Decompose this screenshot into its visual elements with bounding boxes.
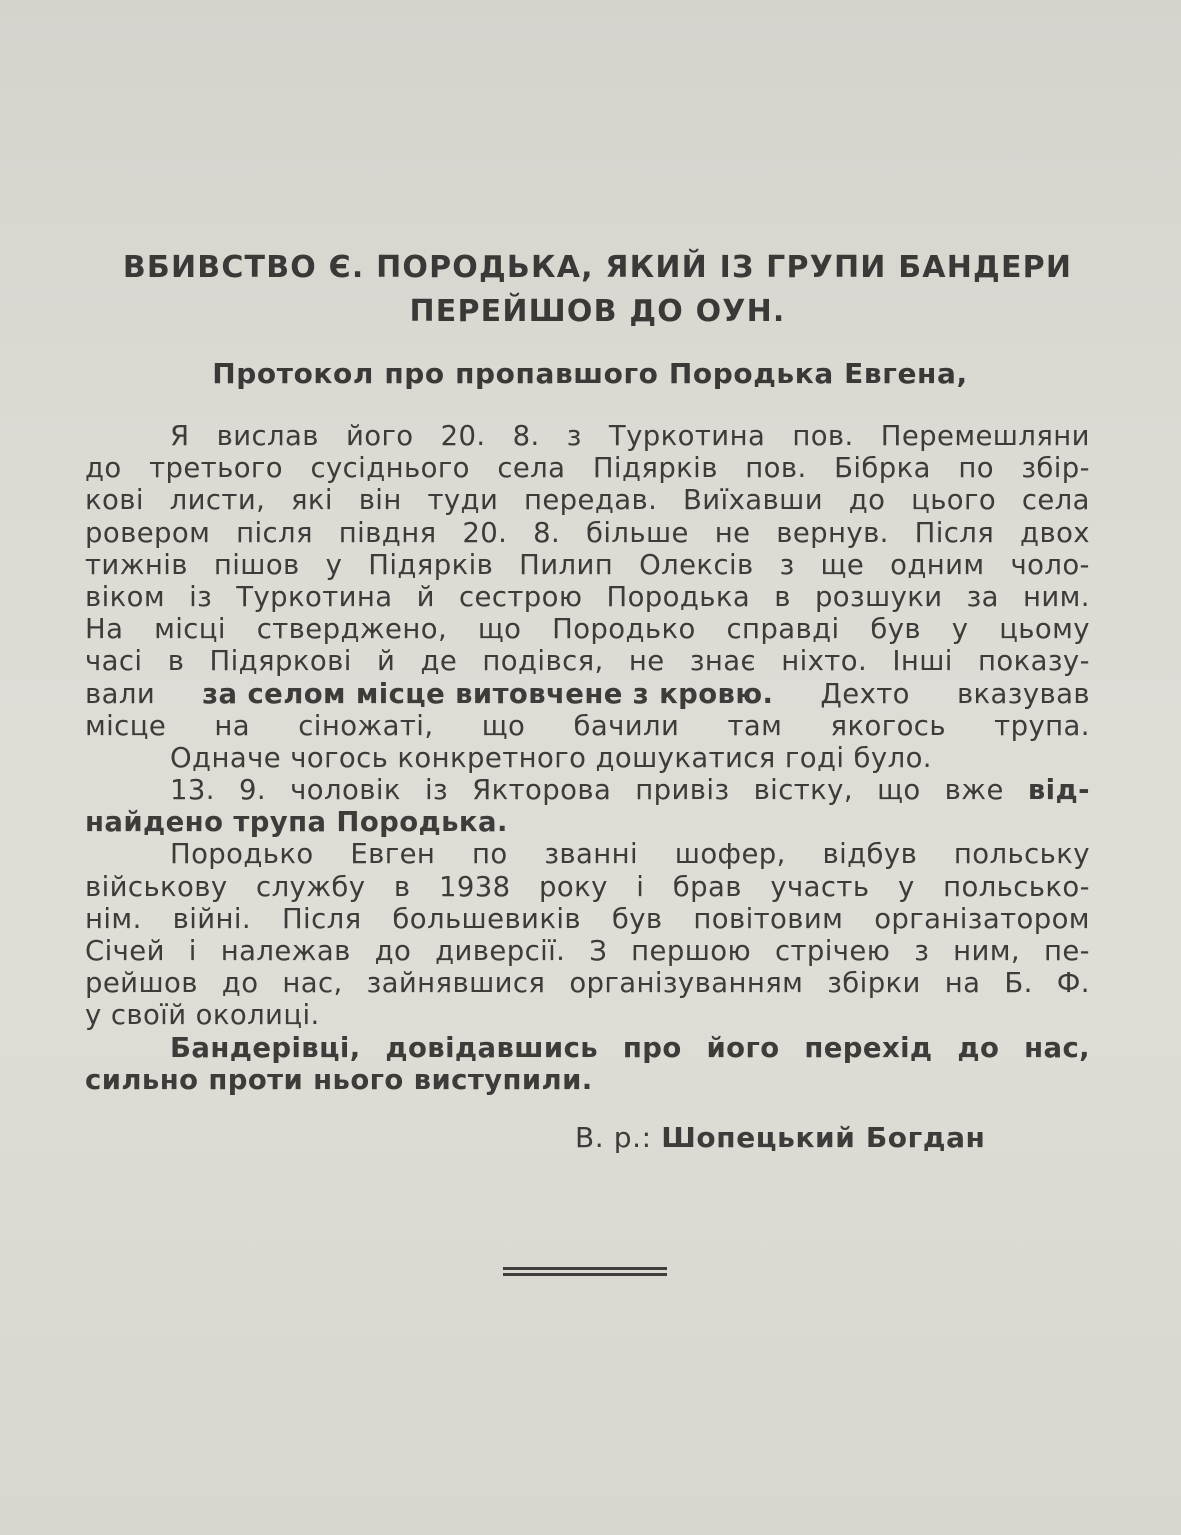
body-word: й	[416, 580, 435, 613]
body-word: що	[877, 774, 921, 807]
body-word: передав.	[523, 484, 658, 517]
body-word: збір-	[1021, 452, 1090, 485]
body-word: в	[774, 580, 791, 613]
body-word: ніхто.	[781, 645, 868, 678]
body-word: у своїй околиці.	[85, 999, 320, 1032]
closing-double-rule	[503, 1267, 667, 1277]
body-word: брав	[672, 870, 742, 903]
body-word: 8.	[512, 420, 540, 452]
body-line	[85, 774, 1090, 806]
body-line	[85, 871, 1090, 903]
body-word: що	[481, 709, 526, 742]
body-line	[85, 1064, 1090, 1096]
body-word: Інші	[892, 645, 953, 678]
body-word: Олексів	[639, 548, 754, 581]
body-word: туди	[427, 484, 499, 517]
body-word: диверсії.	[435, 935, 566, 967]
body-line	[85, 581, 1090, 613]
body-word: польську	[953, 838, 1090, 871]
body-word: довідавшись	[385, 1031, 599, 1064]
body-word: 20.	[462, 516, 508, 549]
body-word: бачили	[573, 709, 680, 742]
body-word: найдено трупа Породька.	[85, 806, 508, 839]
body-line	[85, 678, 1090, 710]
body-word: справді	[726, 613, 840, 646]
body-word: 20.	[440, 420, 486, 452]
body-word: кові	[85, 484, 144, 517]
body-word: був	[611, 902, 663, 935]
body-line	[85, 549, 1090, 581]
body-word: Евген	[350, 838, 436, 871]
body-word: був	[870, 613, 921, 646]
body-word: після	[236, 516, 313, 549]
body-word: віком	[85, 580, 166, 613]
body-word: Січей	[85, 935, 165, 967]
body-word: в	[167, 645, 185, 678]
body-word: трупа.	[994, 709, 1090, 742]
document-title	[60, 246, 1135, 334]
body-word: збірки	[827, 967, 921, 1000]
body-word: які	[290, 484, 333, 517]
body-word: званні	[544, 838, 639, 871]
body-word: ровером	[85, 516, 211, 549]
body-word: вернув.	[776, 516, 889, 549]
body-word: Б.	[1004, 967, 1033, 1000]
body-word: ще	[820, 548, 865, 581]
body-word: Породько	[552, 613, 696, 646]
body-word: знає	[689, 645, 756, 678]
body-line	[85, 903, 1090, 935]
body-word: Одначе чогось конкретного дошукатися годі було.	[170, 741, 932, 774]
body-word: вислав	[216, 420, 319, 452]
body-word: його	[706, 1031, 780, 1064]
body-word: Пилип	[519, 548, 614, 581]
body-word: по	[958, 452, 994, 485]
body-word: відбув	[822, 838, 918, 871]
title-line-2: ПЕРЕЙШОВ ДО ОУН.	[409, 294, 786, 329]
body-word: до	[85, 452, 122, 485]
body-word: там	[727, 709, 783, 742]
body-word: більше	[586, 516, 689, 549]
body-word: участь	[770, 870, 870, 903]
body-word: большевиків	[392, 902, 581, 935]
body-word: до	[374, 935, 412, 967]
body-word: перехід	[804, 1031, 933, 1064]
body-word: Ф.	[1056, 967, 1090, 1000]
body-line	[85, 967, 1090, 999]
body-word: нас,	[282, 967, 343, 1000]
body-word: ним.	[1023, 580, 1090, 613]
body-line	[85, 742, 1090, 774]
body-word: місце	[85, 709, 167, 742]
body-line	[85, 645, 1090, 677]
body-word: сіножаті,	[298, 709, 434, 742]
body-word: цьому	[999, 613, 1090, 646]
body-word: першою	[631, 935, 752, 967]
body-word: з	[914, 935, 930, 967]
body-word: місці	[154, 613, 226, 646]
body-word: з	[566, 420, 582, 452]
body-word: розшуки	[814, 580, 943, 613]
body-line	[85, 1032, 1090, 1064]
body-line	[85, 806, 1090, 838]
body-word: з	[779, 548, 795, 581]
body-word: і	[188, 935, 197, 967]
body-word: якогось	[830, 709, 946, 742]
body-line	[85, 613, 1090, 645]
body-word: Бібрка	[834, 452, 931, 485]
body-word: й	[376, 645, 396, 678]
body-word: польсько-	[943, 870, 1090, 903]
body-word: вказував	[956, 677, 1090, 710]
body-line	[85, 710, 1090, 742]
body-word: від-	[1027, 774, 1090, 807]
protocol-subtitle: Протокол про пропавшого Породька Евгена,	[212, 357, 968, 390]
body-word: півдня	[338, 516, 437, 549]
body-word: цього	[911, 484, 997, 517]
body-word: нім.	[85, 902, 142, 935]
body-word: На	[85, 613, 124, 646]
body-line	[85, 935, 1090, 967]
title-line-1: ВБИВСТВО Є. ПОРОДЬКА, ЯКИЙ ІЗ ГРУПИ БАНДЕРИ	[122, 250, 1073, 285]
body-word: 13.	[170, 774, 215, 807]
body-word: що	[477, 613, 522, 646]
body-word: війні.	[172, 902, 252, 935]
body-word: привіз	[635, 774, 730, 807]
body-word: вже	[944, 774, 1004, 807]
body-word: чоло-	[1010, 548, 1090, 581]
body-word: року	[539, 870, 608, 903]
body-word: Бандерівці,	[170, 1031, 361, 1064]
body-word: де	[420, 645, 458, 678]
body-word: Підяркові	[209, 645, 352, 678]
body-word: одним	[890, 548, 985, 581]
body-word: показу-	[978, 645, 1090, 678]
body-word: на	[944, 967, 981, 1000]
body-word: організатором	[874, 902, 1090, 935]
body-word: сусіднього	[310, 452, 470, 485]
body-word: третього	[149, 452, 283, 485]
body-line	[85, 484, 1090, 516]
body-word: 8.	[533, 516, 561, 549]
body-word: шофер,	[674, 838, 786, 871]
body-word: пов.	[745, 452, 807, 485]
body-word: села	[497, 452, 566, 485]
body-word: повітовим	[693, 902, 844, 935]
body-word: нас,	[1024, 1031, 1090, 1064]
body-word: із	[424, 774, 449, 807]
body-word: він	[358, 484, 402, 517]
body-word: Перемешляни	[880, 420, 1090, 452]
body-word: подівся,	[482, 645, 604, 678]
body-word: його	[345, 420, 414, 452]
body-word: у	[325, 548, 343, 581]
body-word: ним,	[953, 935, 1021, 967]
body-word: до	[957, 1031, 1000, 1064]
body-word: часі	[85, 645, 143, 678]
body-line	[85, 420, 1090, 452]
body-word: Туркотина	[236, 580, 393, 613]
body-word: 9.	[239, 774, 267, 807]
body-word: Якторова	[472, 774, 612, 807]
body-word: Я	[170, 420, 190, 452]
body-word: в	[393, 870, 411, 903]
body-word: пе-	[1043, 935, 1090, 967]
body-word: Після	[914, 516, 995, 549]
body-word: і	[636, 870, 645, 903]
body-word: із	[189, 580, 213, 613]
body-word: Підярків	[592, 452, 718, 485]
body-word: не	[628, 645, 665, 678]
body-word: стрічею	[774, 935, 891, 967]
body-word: 1938	[438, 870, 511, 903]
body-word: тижнів	[85, 548, 188, 581]
body-word: не	[714, 516, 751, 549]
body-word: Породько	[170, 838, 314, 871]
body-word: листи,	[169, 484, 266, 517]
body-word: належав	[220, 935, 351, 967]
protocol-body	[85, 420, 1090, 1096]
body-word: на	[214, 709, 251, 742]
body-word: організуванням	[569, 967, 804, 1000]
body-word: рейшов	[85, 967, 198, 1000]
body-word: за селом місце витовчене з кровю.	[202, 677, 774, 710]
body-word: сильно проти нього виступили.	[85, 1063, 593, 1096]
body-line	[85, 517, 1090, 549]
body-word: у	[897, 870, 915, 903]
body-word: Після	[281, 902, 362, 935]
body-word: по	[472, 838, 508, 871]
body-word: двох	[1020, 516, 1090, 549]
body-word: Породька	[606, 580, 751, 613]
body-word: зайнявшися	[366, 967, 546, 1000]
body-word: Виїхавши	[683, 484, 823, 517]
body-word: до	[221, 967, 259, 1000]
body-word: до	[848, 484, 886, 517]
body-word: Дехто	[820, 677, 910, 710]
body-line	[85, 838, 1090, 870]
body-word: З	[589, 935, 608, 967]
body-line	[85, 999, 1090, 1031]
body-word: села	[1021, 484, 1090, 517]
body-word: сестрою	[459, 580, 583, 613]
body-line	[85, 452, 1090, 484]
body-word: про	[622, 1031, 682, 1064]
body-word: пов.	[792, 420, 854, 452]
body-word: пішов	[213, 548, 300, 581]
body-word: Туркотина	[608, 420, 766, 452]
signature-label: В. р.:	[575, 1121, 652, 1154]
signature-name: Шопецький Богдан	[661, 1121, 986, 1154]
body-word: у	[951, 613, 969, 646]
body-word: стверджено,	[256, 613, 448, 646]
signature	[575, 1118, 1035, 1158]
body-word: вали	[85, 677, 156, 710]
body-word: чоловік	[290, 774, 401, 807]
body-word: службу	[256, 870, 366, 903]
body-word: за	[966, 580, 999, 613]
body-word: військову	[85, 870, 228, 903]
body-word: Підярків	[368, 548, 494, 581]
body-word: вістку,	[753, 774, 853, 807]
